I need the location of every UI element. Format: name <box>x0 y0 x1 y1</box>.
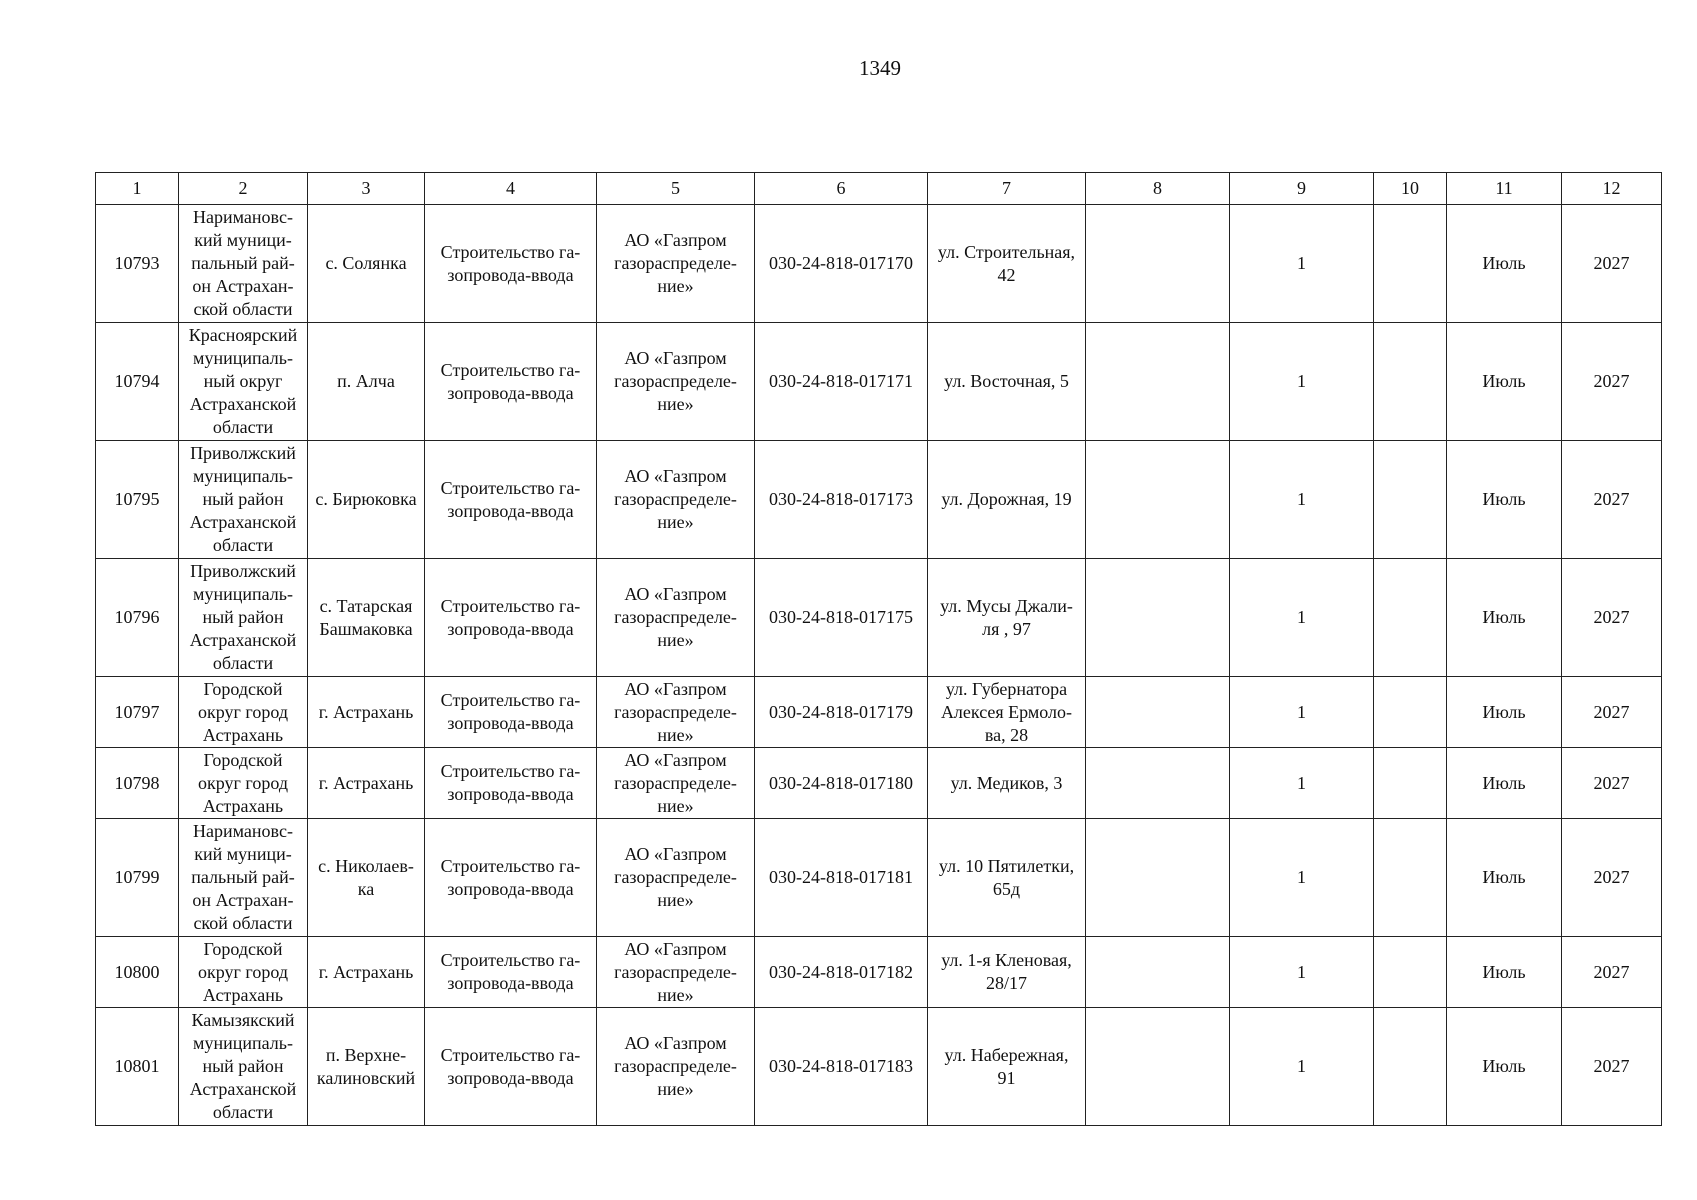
row-number: 10794 <box>96 323 179 441</box>
table-row <box>96 1008 1662 1126</box>
column-number-8: 8 <box>1086 173 1230 205</box>
work-type-cell-line: Строительство га- <box>440 1044 581 1065</box>
object-code-cell: 030-24-818-017173 <box>755 441 928 559</box>
organization-cell-line: АО «Газпром <box>624 749 727 770</box>
municipality-cell-line: Городской <box>203 678 283 699</box>
object-code-cell: 030-24-818-017180 <box>755 748 928 819</box>
month-cell: Июль <box>1447 205 1562 323</box>
work-type-cell-line: зопровода-ввода <box>447 1067 574 1088</box>
organization-cell-line: ние» <box>657 795 694 816</box>
municipality-cell <box>179 677 308 748</box>
column-number-4: 4 <box>425 173 597 205</box>
work-type-cell <box>425 748 597 819</box>
organization-cell <box>597 819 755 937</box>
organization-cell-line: ние» <box>657 394 694 414</box>
column-number-6: 6 <box>755 173 928 205</box>
municipality-cell-line: Красноярский <box>188 325 298 345</box>
organization-cell <box>597 748 755 819</box>
municipality-cell-line: округ город <box>198 772 288 793</box>
quantity-cell: 1 <box>1230 559 1374 677</box>
empty-cell-col8 <box>1086 819 1230 937</box>
year-cell: 2027 <box>1562 677 1662 748</box>
settlement-cell-line: г. Астрахань <box>318 772 414 793</box>
organization-cell-line: АО «Газпром <box>624 348 727 368</box>
municipality-cell-line: пальный рай- <box>191 867 295 887</box>
address-cell-line: ул. Губернатора <box>945 678 1068 699</box>
organization-cell-line: газораспределе- <box>614 772 737 793</box>
object-code-cell: 030-24-818-017181 <box>755 819 928 937</box>
empty-cell-col10 <box>1374 323 1447 441</box>
column-number-9: 9 <box>1230 173 1374 205</box>
organization-cell <box>597 205 755 323</box>
column-number-12: 12 <box>1562 173 1662 205</box>
organization-cell-line: АО «Газпром <box>624 1033 727 1053</box>
address-cell-line: ул. Медиков, 3 <box>950 772 1063 793</box>
work-type-cell-line: зопровода-ввода <box>447 618 574 639</box>
work-type-cell-line: Строительство га- <box>440 477 581 498</box>
empty-cell-col8 <box>1086 748 1230 819</box>
settlement-cell-line: г. Астрахань <box>318 701 414 722</box>
year-cell: 2027 <box>1562 748 1662 819</box>
organization-cell <box>597 559 755 677</box>
municipality-cell-line: Городской <box>203 938 283 959</box>
work-type-cell <box>425 677 597 748</box>
table-row <box>96 819 1662 937</box>
municipality-cell-line: ской области <box>193 299 293 319</box>
work-type-cell-line: Строительство га- <box>440 690 581 710</box>
municipality-cell <box>179 559 308 677</box>
row-number: 10795 <box>96 441 179 559</box>
work-type-cell-line: Строительство га- <box>440 359 581 380</box>
address-cell <box>928 748 1086 819</box>
municipality-cell-line: Приволжский <box>190 443 296 463</box>
municipality-cell-line: Астрахань <box>202 795 284 816</box>
address-cell-line: ул. Восточная, 5 <box>944 371 1069 391</box>
municipality-cell-line: Астраханской <box>189 394 297 414</box>
gas-connection-table <box>95 172 1662 1126</box>
empty-cell-col8 <box>1086 1008 1230 1126</box>
organization-cell-line: АО «Газпром <box>624 230 727 250</box>
quantity-cell: 1 <box>1230 323 1374 441</box>
row-number: 10797 <box>96 677 179 748</box>
column-number-10: 10 <box>1374 173 1447 205</box>
work-type-cell-line: зопровода-ввода <box>447 382 574 403</box>
organization-cell-line: газораспределе- <box>614 371 737 391</box>
municipality-cell <box>179 1008 308 1126</box>
organization-cell-line: газораспределе- <box>614 1056 737 1076</box>
settlement-cell <box>308 937 425 1008</box>
object-code-cell: 030-24-818-017170 <box>755 205 928 323</box>
empty-cell-col10 <box>1374 441 1447 559</box>
row-number: 10801 <box>96 1008 179 1126</box>
empty-cell-col10 <box>1374 937 1447 1008</box>
organization-cell-line: газораспределе- <box>614 489 737 509</box>
work-type-cell <box>425 819 597 937</box>
address-cell <box>928 1008 1086 1126</box>
year-cell: 2027 <box>1562 819 1662 937</box>
municipality-cell-line: Астраханской <box>189 512 297 532</box>
municipality-cell-line: ный район <box>202 1056 284 1076</box>
year-cell: 2027 <box>1562 559 1662 677</box>
municipality-cell-line: он Астрахан- <box>192 890 294 910</box>
municipality-cell-line: области <box>212 535 274 555</box>
organization-cell-line: газораспределе- <box>614 607 737 627</box>
municipality-cell-line: муниципаль- <box>193 466 293 486</box>
municipality-cell-line: Наримановс- <box>193 207 293 227</box>
address-cell-line: 65д <box>992 878 1021 899</box>
work-type-cell-line: Строительство га- <box>440 950 581 970</box>
municipality-cell-line: Астрахань <box>202 724 284 745</box>
table-row <box>96 748 1662 819</box>
organization-cell-line: газораспределе- <box>614 253 737 273</box>
month-cell: Июль <box>1447 559 1562 677</box>
municipality-cell-line: округ город <box>198 961 288 982</box>
address-cell-line: ул. Мусы Джали- <box>940 595 1073 616</box>
municipality-cell-line: ской области <box>193 913 293 933</box>
month-cell: Июль <box>1447 819 1562 937</box>
month-cell: Июль <box>1447 677 1562 748</box>
municipality-cell <box>179 441 308 559</box>
empty-cell-col10 <box>1374 748 1447 819</box>
year-cell: 2027 <box>1562 937 1662 1008</box>
address-cell-line: 28/17 <box>985 973 1027 993</box>
work-type-cell-line: Строительство га- <box>440 855 581 876</box>
address-cell <box>928 677 1086 748</box>
table-body <box>96 173 1662 1126</box>
municipality-cell <box>179 937 308 1008</box>
municipality-cell-line: кий муници- <box>194 844 292 864</box>
municipality-cell-line: Астраханской <box>189 630 297 650</box>
work-type-cell-line: зопровода-ввода <box>447 973 574 993</box>
object-code-cell: 030-24-818-017179 <box>755 677 928 748</box>
municipality-cell-line: ный район <box>202 489 284 509</box>
municipality-cell <box>179 323 308 441</box>
organization-cell-line: ние» <box>657 1079 694 1099</box>
municipality-cell-line: Астрахань <box>202 984 284 1005</box>
municipality-cell-line: ный район <box>202 607 284 627</box>
settlement-cell <box>308 205 425 323</box>
municipality-cell-line: Наримановс- <box>193 821 293 841</box>
empty-cell-col8 <box>1086 559 1230 677</box>
municipality-cell-line: Камызякский <box>191 1010 295 1030</box>
organization-cell-line: АО «Газпром <box>624 678 727 699</box>
column-number-11: 11 <box>1447 173 1562 205</box>
address-cell-line: 42 <box>997 264 1016 285</box>
settlement-cell <box>308 1008 425 1126</box>
organization-cell <box>597 441 755 559</box>
object-code-cell: 030-24-818-017175 <box>755 559 928 677</box>
settlement-cell <box>308 559 425 677</box>
address-cell-line: Алексея Ермоло- <box>940 701 1073 722</box>
municipality-cell-line: пальный рай- <box>191 253 295 273</box>
row-number: 10798 <box>96 748 179 819</box>
organization-cell <box>597 323 755 441</box>
month-cell: Июль <box>1447 748 1562 819</box>
settlement-cell <box>308 441 425 559</box>
settlement-cell-line: п. Алча <box>337 371 395 391</box>
settlement-cell-line: ка <box>357 878 375 899</box>
column-number-1: 1 <box>96 173 179 205</box>
address-cell-line: ул. 10 Пятилетки, <box>938 855 1075 876</box>
organization-cell-line: ние» <box>657 890 694 910</box>
month-cell: Июль <box>1447 323 1562 441</box>
quantity-cell: 1 <box>1230 1008 1374 1126</box>
organization-cell-line: ние» <box>657 276 694 296</box>
empty-cell-col10 <box>1374 677 1447 748</box>
settlement-cell-line: с. Татарская <box>319 595 413 616</box>
municipality-cell <box>179 819 308 937</box>
municipality-cell-line: области <box>212 417 274 437</box>
table-row <box>96 677 1662 748</box>
column-number-3: 3 <box>308 173 425 205</box>
municipality-cell-line: области <box>212 1102 274 1122</box>
work-type-cell-line: Строительство га- <box>440 761 581 781</box>
address-cell-line: 91 <box>997 1067 1016 1088</box>
settlement-cell <box>308 748 425 819</box>
settlement-cell-line: с. Бирюковка <box>315 489 417 509</box>
quantity-cell: 1 <box>1230 819 1374 937</box>
empty-cell-col8 <box>1086 323 1230 441</box>
municipality-cell-line: области <box>212 653 274 673</box>
address-cell <box>928 323 1086 441</box>
quantity-cell: 1 <box>1230 441 1374 559</box>
column-number-2: 2 <box>179 173 308 205</box>
municipality-cell-line: ный округ <box>203 371 283 391</box>
address-cell <box>928 819 1086 937</box>
object-code-cell: 030-24-818-017171 <box>755 323 928 441</box>
address-cell-line: ул. 1-я Кленовая, <box>941 950 1072 970</box>
object-code-cell: 030-24-818-017182 <box>755 937 928 1008</box>
quantity-cell: 1 <box>1230 937 1374 1008</box>
work-type-cell <box>425 1008 597 1126</box>
organization-cell-line: ние» <box>657 512 694 532</box>
column-number-5: 5 <box>597 173 755 205</box>
settlement-cell <box>308 677 425 748</box>
organization-cell-line: газораспределе- <box>614 701 737 722</box>
settlement-cell-line: Башмаковка <box>319 618 413 639</box>
header-row <box>96 173 1662 205</box>
work-type-cell-line: зопровода-ввода <box>447 878 574 899</box>
settlement-cell-line: с. Солянка <box>325 253 407 273</box>
settlement-cell-line: с. Николаев- <box>318 855 414 876</box>
municipality-cell-line: муниципаль- <box>193 1033 293 1053</box>
organization-cell-line: ние» <box>657 724 694 745</box>
organization-cell-line: ние» <box>657 630 694 650</box>
address-cell-line: ля , 97 <box>982 618 1031 639</box>
row-number: 10799 <box>96 819 179 937</box>
page-number: 1349 <box>859 56 901 80</box>
quantity-cell: 1 <box>1230 677 1374 748</box>
work-type-cell-line: зопровода-ввода <box>447 500 574 521</box>
quantity-cell: 1 <box>1230 205 1374 323</box>
settlement-cell-line: калиновский <box>316 1067 416 1088</box>
address-cell-line: ул. Дорожная, 19 <box>941 489 1072 509</box>
work-type-cell-line: Строительство га- <box>440 241 581 262</box>
empty-cell-col8 <box>1086 937 1230 1008</box>
empty-cell-col10 <box>1374 1008 1447 1126</box>
empty-cell-col8 <box>1086 441 1230 559</box>
organization-cell-line: газораспределе- <box>614 961 737 982</box>
municipality-cell-line: Городской <box>203 749 283 770</box>
table-row <box>96 323 1662 441</box>
municipality-cell-line: кий муници- <box>194 230 292 250</box>
municipality-cell-line: Астраханской <box>189 1079 297 1099</box>
month-cell: Июль <box>1447 937 1562 1008</box>
organization-cell <box>597 1008 755 1126</box>
work-type-cell-line: зопровода-ввода <box>447 264 574 285</box>
address-cell <box>928 205 1086 323</box>
address-cell-line: ва, 28 <box>984 724 1029 745</box>
organization-cell-line: АО «Газпром <box>624 584 727 604</box>
settlement-cell-line: г. Астрахань <box>318 961 414 982</box>
year-cell: 2027 <box>1562 205 1662 323</box>
work-type-cell <box>425 559 597 677</box>
row-number: 10793 <box>96 205 179 323</box>
row-number: 10796 <box>96 559 179 677</box>
settlement-cell <box>308 323 425 441</box>
row-number: 10800 <box>96 937 179 1008</box>
year-cell: 2027 <box>1562 441 1662 559</box>
work-type-cell-line: зопровода-ввода <box>447 713 574 733</box>
work-type-cell <box>425 323 597 441</box>
column-number-7: 7 <box>928 173 1086 205</box>
organization-cell-line: АО «Газпром <box>624 938 727 959</box>
month-cell: Июль <box>1447 441 1562 559</box>
year-cell: 2027 <box>1562 323 1662 441</box>
empty-cell-col10 <box>1374 559 1447 677</box>
work-type-cell-line: Строительство га- <box>440 595 581 616</box>
month-cell: Июль <box>1447 1008 1562 1126</box>
organization-cell <box>597 677 755 748</box>
address-cell <box>928 559 1086 677</box>
table-row <box>96 441 1662 559</box>
work-type-cell <box>425 205 597 323</box>
work-type-cell <box>425 937 597 1008</box>
organization-cell-line: газораспределе- <box>614 867 737 887</box>
year-cell: 2027 <box>1562 1008 1662 1126</box>
organization-cell-line: АО «Газпром <box>624 844 727 864</box>
organization-cell-line: АО «Газпром <box>624 466 727 486</box>
municipality-cell-line: Приволжский <box>190 561 296 581</box>
settlement-cell <box>308 819 425 937</box>
work-type-cell <box>425 441 597 559</box>
organization-cell-line: ние» <box>657 984 694 1005</box>
organization-cell <box>597 937 755 1008</box>
work-type-cell-line: зопровода-ввода <box>447 784 574 804</box>
address-cell-line: ул. Строительная, <box>937 241 1076 262</box>
settlement-cell-line: п. Верхне- <box>325 1044 407 1065</box>
empty-cell-col10 <box>1374 205 1447 323</box>
table-row <box>96 205 1662 323</box>
municipality-cell <box>179 205 308 323</box>
address-cell-line: ул. Набережная, <box>944 1044 1069 1065</box>
table-row <box>96 937 1662 1008</box>
address-cell <box>928 937 1086 1008</box>
municipality-cell-line: округ город <box>198 701 288 722</box>
address-cell <box>928 441 1086 559</box>
table-row <box>96 559 1662 677</box>
quantity-cell: 1 <box>1230 748 1374 819</box>
municipality-cell-line: он Астрахан- <box>192 276 294 296</box>
municipality-cell <box>179 748 308 819</box>
empty-cell-col8 <box>1086 677 1230 748</box>
empty-cell-col10 <box>1374 819 1447 937</box>
municipality-cell-line: муниципаль- <box>193 584 293 604</box>
empty-cell-col8 <box>1086 205 1230 323</box>
object-code-cell: 030-24-818-017183 <box>755 1008 928 1126</box>
municipality-cell-line: муниципаль- <box>193 348 293 368</box>
